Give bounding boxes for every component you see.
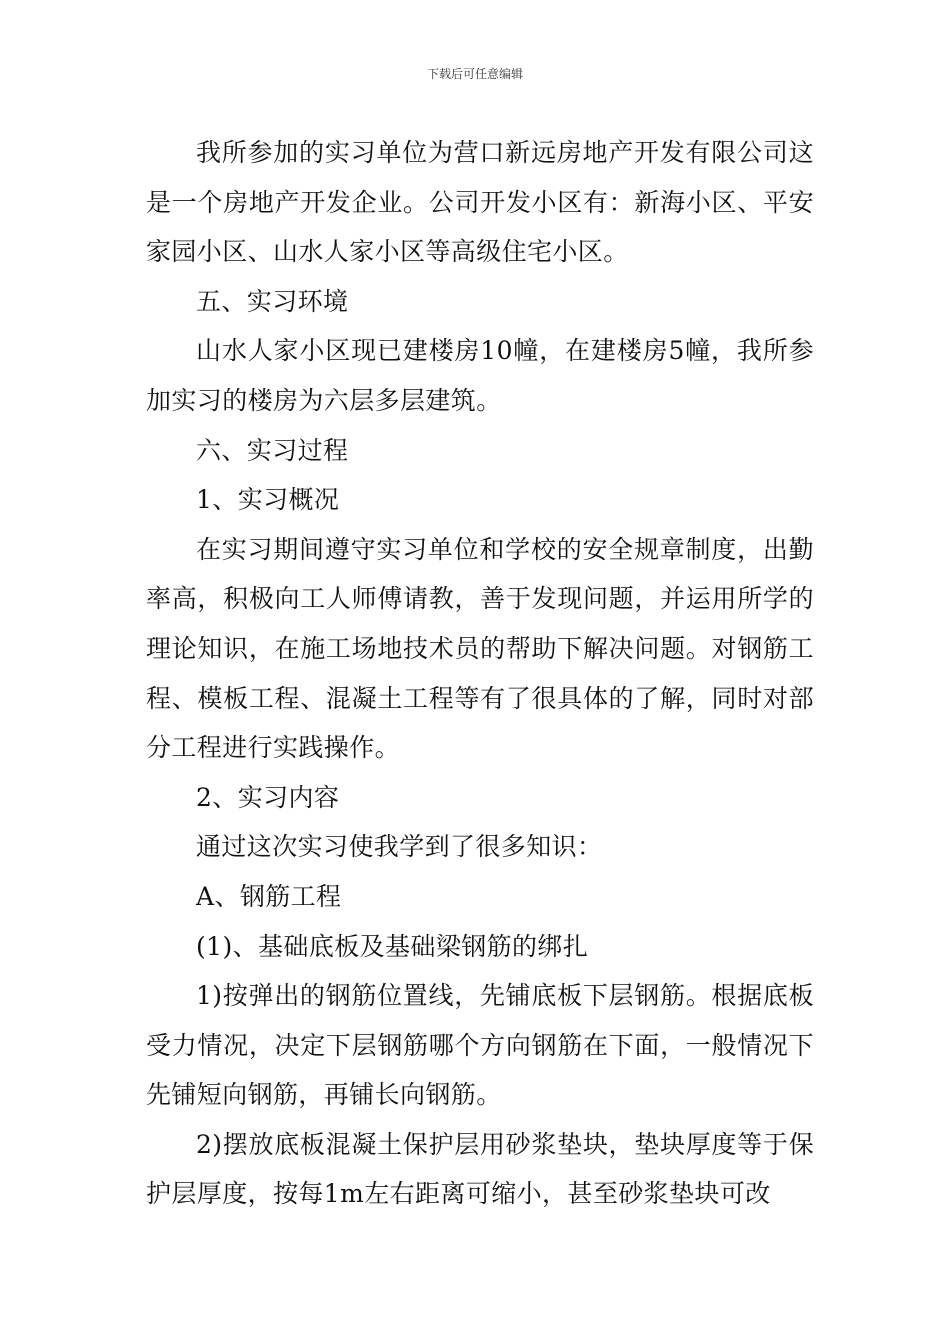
heading-internship-overview: 1、实习概况: [196, 485, 340, 515]
paragraph-step-2: 2)摆放底板混凝土保护层用砂浆垫块，垫块厚度等于保护层厚度，按每1m左右距离可缩小，甚至砂浆垫块可改: [146, 1129, 814, 1209]
heading-internship-environment: 五、实习环境: [196, 286, 349, 316]
heading-internship-content: 2、实习内容: [196, 782, 340, 812]
paragraph-step-1: 1)按弹出的钢筋位置线，先铺底板下层钢筋。根据底板受力情况，决定下层钢筋哪个方向钢筋在下面，一般情况下先铺短向钢筋，再铺长向钢筋。: [146, 981, 814, 1110]
document-body: [146, 128, 814, 1219]
paragraph-content-intro: 通过这次实习使我学到了很多知识：: [196, 832, 603, 862]
heading-internship-process: 六、实习过程: [196, 435, 349, 465]
paragraph-overview: 在实习期间遵守实习单位和学校的安全规章制度，出勤率高，积极向工人师傅请教，善于发现问题，并运用所学的理论知识，在施工场地技术员的帮助下解决问题。对钢筋工程、模板工程、混凝土工程等有了很具体的了解，同时对部分工程进行实践操作。: [146, 534, 814, 763]
paragraph-internship-unit: 我所参加的实习单位为营口新远房地产开发有限公司这是一个房地产开发企业。公司开发小区有：新海小区、平安家园小区、山水人家小区等高级住宅小区。: [146, 138, 814, 267]
paragraph-environment: 山水人家小区现已建楼房10幢，在建楼房5幢，我所参加实习的楼房为六层多层建筑。: [146, 336, 814, 415]
heading-foundation-rebar-binding: (1)、基础底板及基础梁钢筋的绑扎: [196, 931, 589, 961]
heading-rebar-works: A、钢筋工程: [196, 881, 342, 911]
page-header: 下载后可任意编辑: [426, 67, 523, 81]
